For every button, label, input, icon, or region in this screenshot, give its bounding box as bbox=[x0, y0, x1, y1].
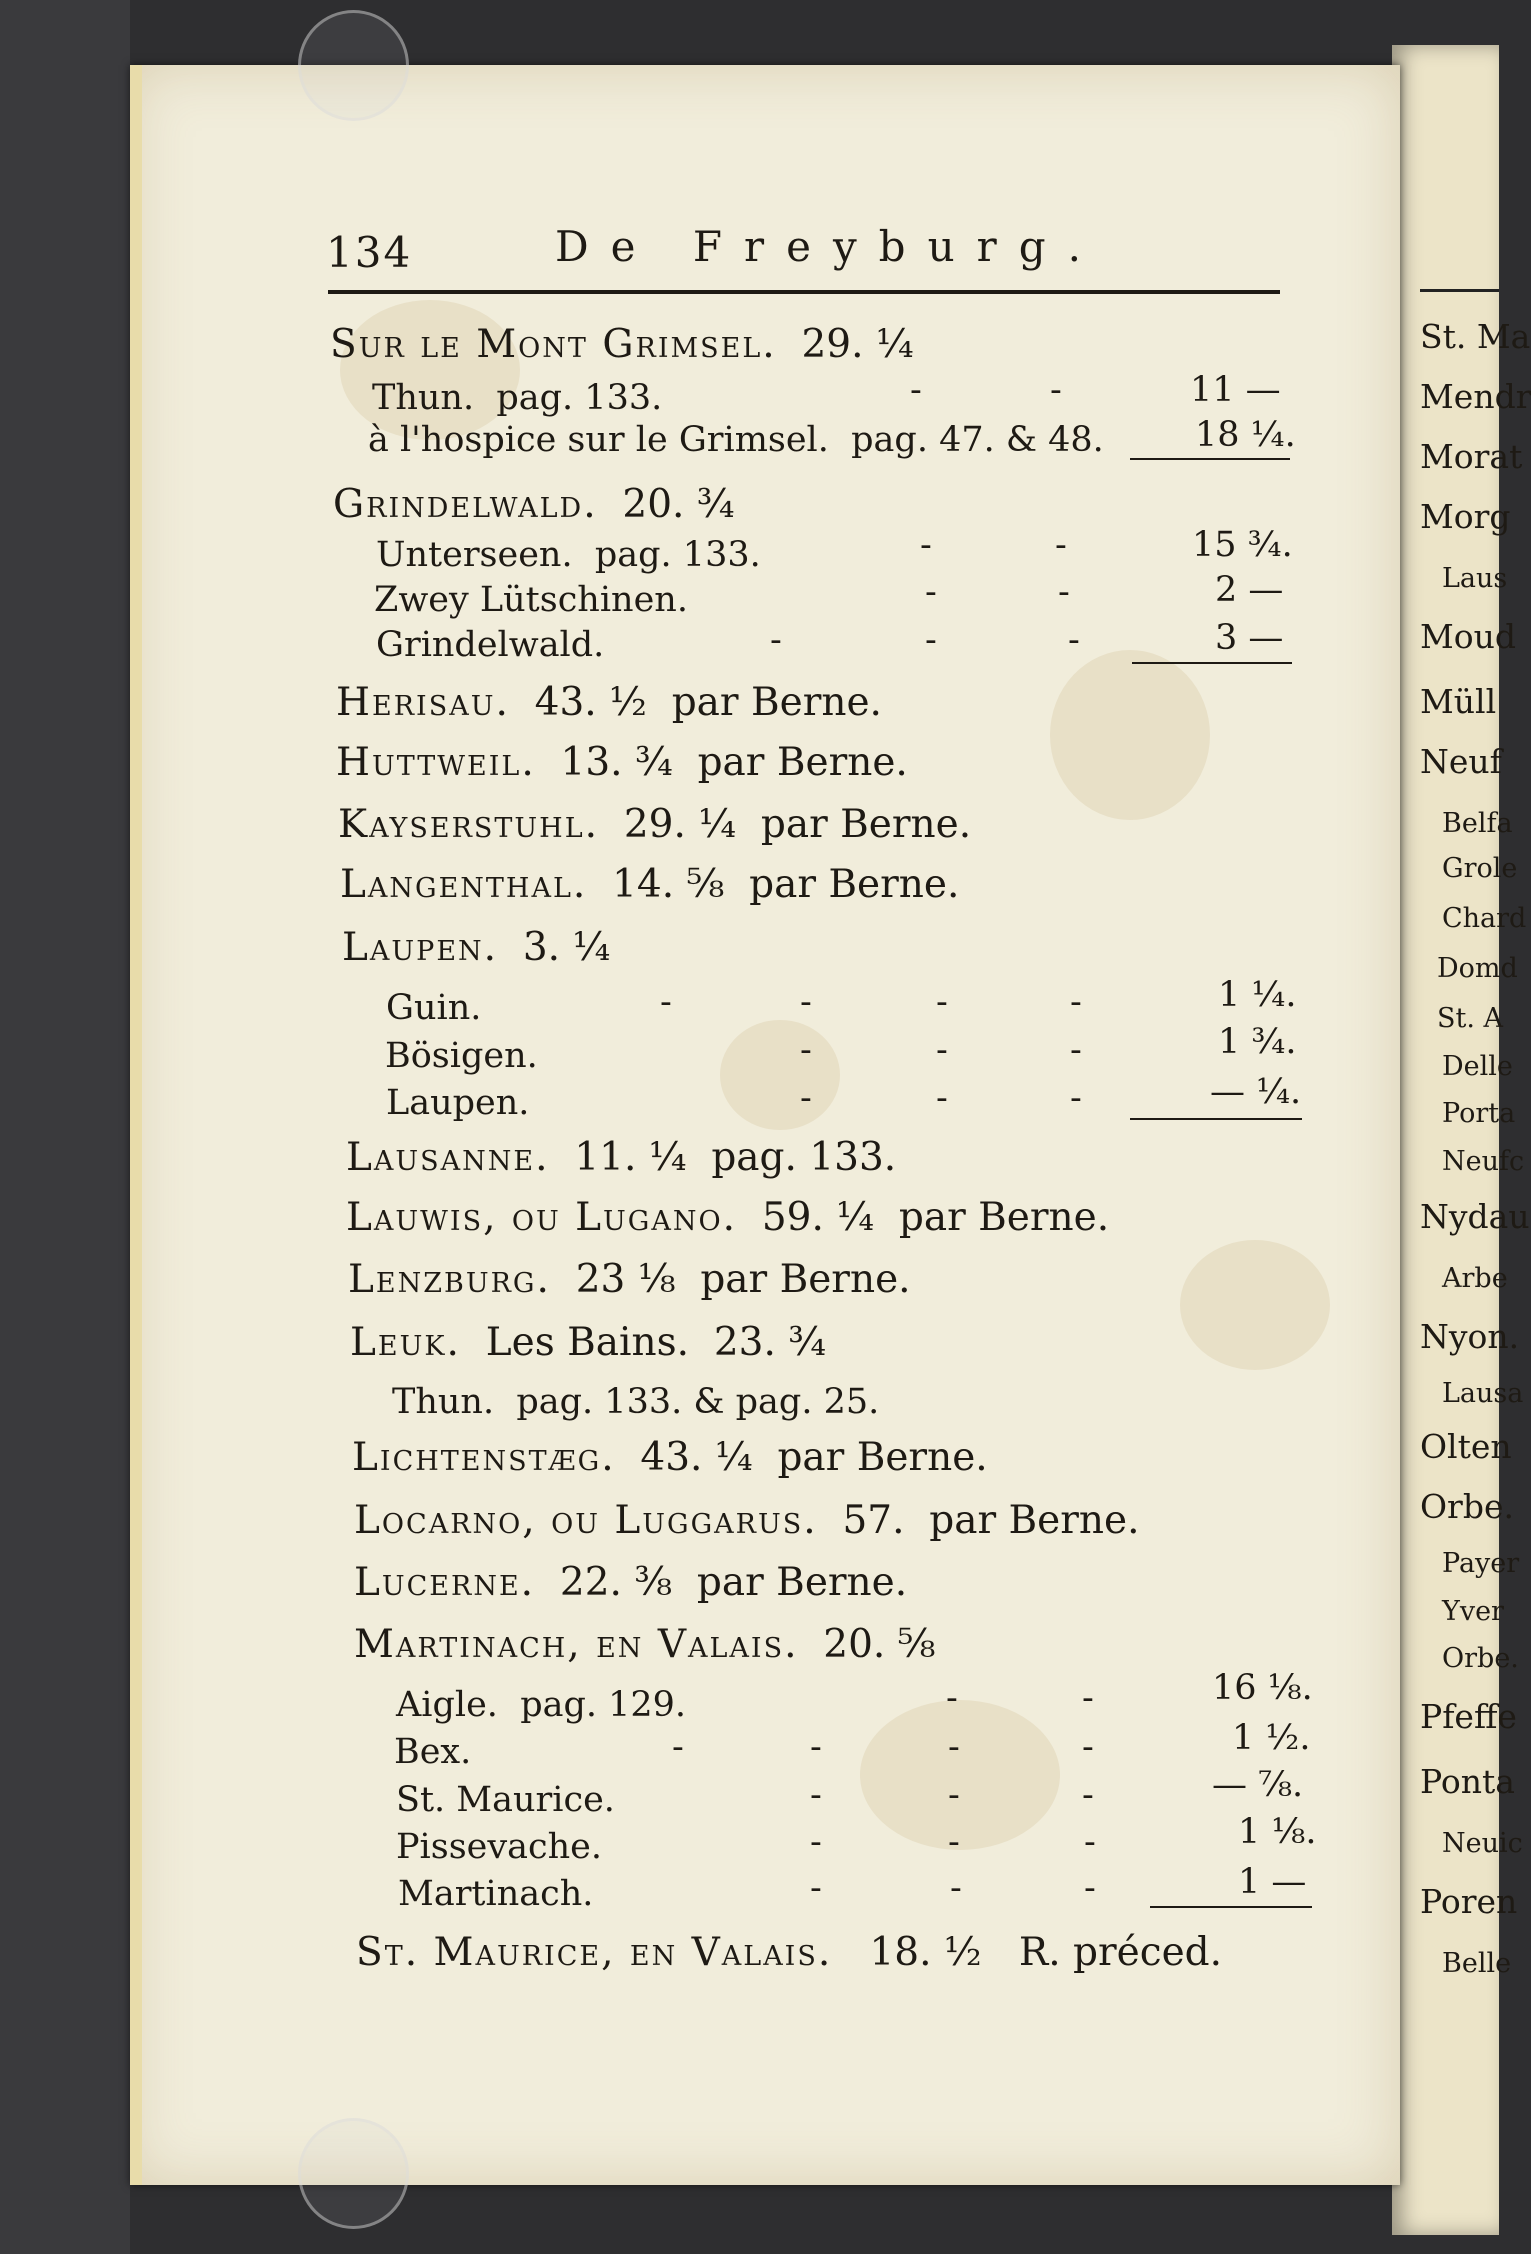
stage-distance: 2 — bbox=[1215, 570, 1284, 610]
place-name: Lauwis, ou Lugano. bbox=[346, 1195, 738, 1240]
place-name: St. Maurice, en Valais. bbox=[356, 1930, 833, 1975]
place-name: Lucerne. bbox=[354, 1560, 536, 1605]
facing-line: Neuf bbox=[1420, 742, 1502, 781]
header-rule bbox=[328, 290, 1280, 294]
leader-dash: - bbox=[1068, 620, 1080, 660]
route-stop: St. Maurice. bbox=[396, 1780, 615, 1820]
stage-distance: 1 — bbox=[1238, 1862, 1307, 1902]
place-name: Martinach, en Valais. bbox=[354, 1622, 799, 1667]
place-name: Sur le Mont Grimsel. bbox=[330, 322, 777, 367]
leader-dash: - bbox=[936, 1030, 948, 1070]
distance: 59. ¼ bbox=[761, 1195, 875, 1240]
facing-line: Payer bbox=[1442, 1548, 1520, 1579]
stage-distance: 1 ⅛. bbox=[1238, 1812, 1317, 1852]
facing-line: Neufc bbox=[1442, 1146, 1525, 1177]
place-name: Locarno, ou Luggarus. bbox=[354, 1498, 818, 1543]
facing-line: Moud bbox=[1420, 617, 1517, 656]
facing-line: Belle bbox=[1442, 1948, 1512, 1979]
facing-line: Pfeffe bbox=[1420, 1697, 1517, 1736]
distance: 3. ¼ bbox=[522, 925, 611, 970]
facing-line: Lausa bbox=[1442, 1378, 1524, 1409]
route-via: par Berne. bbox=[671, 680, 882, 725]
distance: 23. ¾ bbox=[713, 1320, 827, 1365]
facing-line: Orbe. bbox=[1420, 1487, 1514, 1526]
scanner-clip bbox=[298, 10, 409, 121]
scanner-background bbox=[0, 0, 130, 2254]
facing-line: Yver bbox=[1442, 1596, 1504, 1627]
leader-dash: - bbox=[910, 370, 922, 410]
distance: 23 ⅛ bbox=[575, 1257, 676, 1302]
facing-line: Chard bbox=[1442, 903, 1527, 934]
route-via: par Berne. bbox=[777, 1435, 988, 1480]
route-stop: Guin. bbox=[386, 988, 482, 1028]
place-name: Kayserstuhl. bbox=[338, 802, 600, 847]
leader-dash: - bbox=[925, 620, 937, 660]
stage-distance: 11 — bbox=[1190, 370, 1281, 410]
facing-line: Grole bbox=[1442, 853, 1518, 884]
foxing-stain bbox=[1050, 650, 1210, 820]
facing-line: Delle bbox=[1442, 1051, 1513, 1082]
leader-dash: - bbox=[1082, 1678, 1094, 1718]
facing-page bbox=[1392, 45, 1531, 2235]
route-via: par Berne. bbox=[898, 1195, 1110, 1240]
page-ref: pag. 129. bbox=[520, 1685, 687, 1725]
leader-dash: - bbox=[660, 982, 672, 1022]
distance: 43. ¼ bbox=[640, 1435, 753, 1480]
leader-dash: - bbox=[920, 525, 932, 565]
stage-distance: 3 — bbox=[1215, 618, 1284, 658]
leader-dash: - bbox=[936, 1078, 948, 1118]
foxing-stain bbox=[860, 1700, 1060, 1850]
route-stop: Thun. pag. 133. bbox=[372, 378, 663, 418]
foxing-stain bbox=[340, 300, 520, 440]
facing-line: Belfa bbox=[1442, 808, 1513, 839]
page-number: 134 bbox=[326, 228, 413, 277]
route-stop: Thun. bbox=[392, 1382, 495, 1422]
leader-dash: - bbox=[810, 1727, 822, 1767]
place-name: Grindelwald. bbox=[333, 482, 598, 527]
leader-dash: - bbox=[800, 1030, 812, 1070]
leader-dash: - bbox=[810, 1868, 822, 1908]
route-stop: Martinach. bbox=[398, 1874, 594, 1914]
place-name: Leuk. bbox=[350, 1320, 461, 1365]
page-ref: pag. 133. bbox=[711, 1135, 897, 1180]
route-stop: Laupen. bbox=[386, 1083, 530, 1123]
facing-line: Porta bbox=[1442, 1098, 1516, 1129]
page-ref: pag. 133. & pag. 25. bbox=[516, 1382, 880, 1422]
facing-line: Domd bbox=[1437, 953, 1518, 984]
leader-dash: - bbox=[672, 1727, 684, 1767]
distance: 20. ¾ bbox=[622, 482, 735, 527]
leader-dash: - bbox=[1084, 1822, 1096, 1862]
facing-line: Nyon. bbox=[1420, 1317, 1520, 1356]
leader-dash: - bbox=[770, 620, 782, 660]
leader-dash: - bbox=[946, 1678, 958, 1718]
route-stop: Grindelwald. bbox=[376, 625, 605, 665]
route-stop: Aigle. bbox=[396, 1685, 498, 1725]
distance: 14. ⅝ bbox=[612, 862, 725, 907]
leader-dash: - bbox=[948, 1727, 960, 1767]
route-via: par Berne. bbox=[700, 1257, 911, 1302]
facing-line: Olten bbox=[1420, 1427, 1512, 1466]
distance: 29. ¼ bbox=[801, 322, 914, 367]
route-via: R. préced. bbox=[1018, 1930, 1223, 1975]
facing-line: Neuic bbox=[1442, 1828, 1523, 1859]
facing-line: Laus bbox=[1442, 563, 1508, 594]
leader-dash: - bbox=[1070, 982, 1082, 1022]
leader-dash: - bbox=[1055, 525, 1067, 565]
facing-line: Morg bbox=[1420, 497, 1511, 536]
leader-dash: - bbox=[800, 1078, 812, 1118]
leader-dash: - bbox=[936, 982, 948, 1022]
stage-distance: — ⅞. bbox=[1212, 1765, 1304, 1805]
distance: 11. ¼ bbox=[574, 1135, 687, 1180]
route-via: par Berne. bbox=[749, 862, 960, 907]
leader-dash: - bbox=[950, 1868, 962, 1908]
stage-distance: — ¼. bbox=[1210, 1072, 1302, 1112]
distance: 20. ⅝ bbox=[823, 1622, 936, 1667]
facing-line: Poren bbox=[1420, 1882, 1518, 1921]
leader-dash: - bbox=[1070, 1078, 1082, 1118]
stage-distance: 1 ¼. bbox=[1218, 975, 1297, 1015]
distance: 43. ½ bbox=[534, 680, 647, 725]
place-name: Lichtenstæg. bbox=[352, 1435, 616, 1480]
leader-dash: - bbox=[1082, 1727, 1094, 1767]
facing-line: St. A bbox=[1437, 1003, 1504, 1034]
total-rule bbox=[1130, 1118, 1302, 1120]
leader-dash: - bbox=[1058, 572, 1070, 612]
place-name: Laupen. bbox=[342, 925, 499, 970]
route-stop: Unterseen. bbox=[376, 535, 573, 575]
page-gilt-edge bbox=[130, 65, 142, 2185]
route-stop: à l'hospice sur le Grimsel. pag. 47. & 48. bbox=[368, 420, 1104, 460]
place-note: Les Bains. bbox=[485, 1320, 690, 1365]
distance: 29. ¼ bbox=[623, 802, 737, 847]
route-via: par Berne. bbox=[760, 802, 972, 847]
route-stop: Bex. bbox=[394, 1732, 472, 1772]
place-name: Lausanne. bbox=[346, 1135, 550, 1180]
route-stop: Pissevache. bbox=[396, 1827, 603, 1867]
stage-distance: 1 ½. bbox=[1232, 1718, 1311, 1758]
route-via: par Berne. bbox=[929, 1498, 1140, 1543]
leader-dash: - bbox=[925, 572, 937, 612]
total-rule bbox=[1150, 1906, 1312, 1908]
place-name: Langenthal. bbox=[340, 862, 588, 907]
place-name: Herisau. bbox=[336, 680, 510, 725]
route-via: par Berne. bbox=[696, 1560, 908, 1605]
facing-page-rule bbox=[1420, 289, 1499, 292]
leader-dash: - bbox=[948, 1822, 960, 1862]
stage-distance: 15 ¾. bbox=[1192, 525, 1293, 565]
stage-distance: 16 ⅛. bbox=[1212, 1668, 1313, 1708]
leader-dash: - bbox=[1084, 1868, 1096, 1908]
leader-dash: - bbox=[1050, 370, 1062, 410]
distance: 22. ⅜ bbox=[559, 1560, 673, 1605]
facing-line: Mendr bbox=[1420, 377, 1531, 416]
facing-line: Orbe. bbox=[1442, 1643, 1519, 1674]
facing-line: Arbe bbox=[1442, 1263, 1508, 1294]
leader-dash: - bbox=[800, 982, 812, 1022]
route-via: par Berne. bbox=[697, 740, 908, 785]
distance: 13. ¾ bbox=[560, 740, 673, 785]
place-name: Lenzburg. bbox=[348, 1257, 551, 1302]
facing-line: Nydau bbox=[1420, 1197, 1530, 1236]
leader-dash: - bbox=[1082, 1775, 1094, 1815]
leader-dash: - bbox=[810, 1822, 822, 1862]
scanner-clip bbox=[298, 2118, 409, 2229]
facing-line: Müll bbox=[1420, 682, 1497, 721]
stage-distance: 18 ¼. bbox=[1195, 415, 1296, 455]
route-stop: Bösigen. bbox=[385, 1036, 538, 1076]
facing-line: St. Ma bbox=[1420, 317, 1531, 356]
distance: 18. ½ bbox=[869, 1930, 982, 1975]
leader-dash: - bbox=[1070, 1030, 1082, 1070]
place-name: Huttweil. bbox=[336, 740, 536, 785]
leader-dash: - bbox=[948, 1775, 960, 1815]
facing-line: Ponta bbox=[1420, 1762, 1515, 1801]
total-rule bbox=[1132, 662, 1292, 664]
leader-dash: - bbox=[810, 1775, 822, 1815]
stage-distance: 1 ¾. bbox=[1218, 1022, 1297, 1062]
facing-line: Morat bbox=[1420, 437, 1523, 476]
route-stop: Zwey Lütschinen. bbox=[374, 580, 688, 620]
foxing-stain bbox=[720, 1020, 840, 1130]
total-rule bbox=[1130, 458, 1290, 460]
running-title: De Freyburg. bbox=[555, 222, 1103, 271]
distance: 57. bbox=[842, 1498, 905, 1543]
foxing-stain bbox=[1180, 1240, 1330, 1370]
